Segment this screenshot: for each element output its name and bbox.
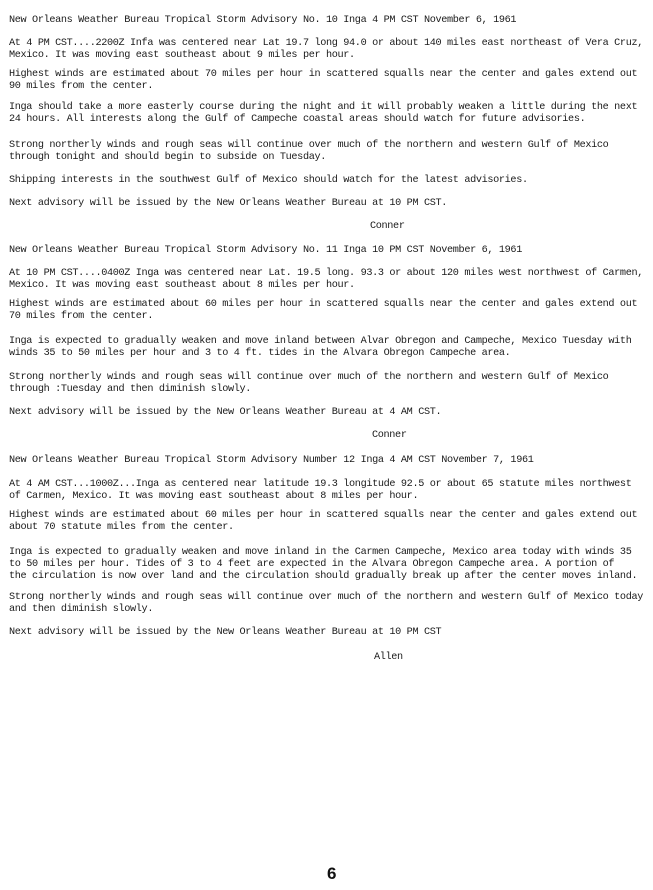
advisory-text-line: Inga is expected to gradually weaken and move inland between Alvar Obregon and Campeche, Mexico Tuesday with — [9, 336, 632, 347]
advisory-header: New Orleans Weather Bureau Tropical Storm Advisory Number 12 Inga 4 AM CST November 7, 1961 — [9, 455, 534, 466]
advisory-text-line: winds 35 to 50 miles per hour and 3 to 4 ft. tides in the Alvara Obregon Campeche area. — [9, 348, 511, 359]
advisory-header: New Orleans Weather Bureau Tropical Storm Advisory No. 11 Inga 10 PM CST November 6, 1961 — [9, 245, 522, 256]
forecaster-signature: Allen — [374, 652, 403, 663]
advisory-text-line: Highest winds are estimated about 60 miles per hour in scattered squalls near the center and gales extend out — [9, 299, 638, 310]
advisory-text-line: Next advisory will be issued by the New Orleans Weather Bureau at 10 PM CST. — [9, 198, 448, 209]
advisory-text-line: At 4 PM CST....2200Z Infa was centered near Lat 19.7 long 94.0 or about 140 miles east northeast of Vera Cruz, — [9, 38, 643, 49]
advisory-text-line: Highest winds are estimated about 70 miles per hour in scattered squalls near the center and gales extend out — [9, 69, 638, 80]
advisory-header: New Orleans Weather Bureau Tropical Storm Advisory No. 10 Inga 4 PM CST November 6, 1961 — [9, 15, 517, 26]
advisory-text-line: 24 hours. All interests along the Gulf of Campeche coastal areas should watch for future advisories. — [9, 114, 586, 125]
advisory-text-line: and then diminish slowly. — [9, 604, 154, 615]
advisory-text-line: Mexico. It was moving east southeast about 9 miles per hour. — [9, 50, 355, 61]
advisory-text-line: Shipping interests in the southwest Gulf of Mexico should watch for the latest advisories. — [9, 175, 528, 186]
advisory-text-line: to 50 miles per hour. Tides of 3 to 4 feet are expected in the Alvara Obregon Campeche area. A portion of — [9, 559, 615, 570]
advisory-text-line: the circulation is now over land and the circulation should gradually break up after the center moves inland. — [9, 571, 638, 582]
advisory-text-line: Inga is expected to gradually weaken and move inland in the Carmen Campeche, Mexico area today with winds 35 — [9, 547, 632, 558]
advisory-text-line: through tonight and should begin to subside on Tuesday. — [9, 152, 326, 163]
forecaster-signature: Conner — [372, 430, 407, 441]
advisory-text-line: Next advisory will be issued by the New Orleans Weather Bureau at 4 AM CST. — [9, 407, 442, 418]
advisory-text-line: 70 miles from the center. — [9, 311, 154, 322]
forecaster-signature: Conner — [370, 221, 405, 232]
advisory-text-line: Highest winds are estimated about 60 miles per hour in scattered squalls near the center and gales extend out — [9, 510, 638, 521]
advisory-text-line: Strong northerly winds and rough seas will continue over much of the northern and western Gulf of Mexico — [9, 140, 609, 151]
advisory-text-line: Next advisory will be issued by the New Orleans Weather Bureau at 10 PM CST — [9, 627, 442, 638]
advisory-text-line: Inga should take a more easterly course during the night and it will probably weaken a little during the next — [9, 102, 638, 113]
advisory-text-line: At 10 PM CST....0400Z Inga was centered near Lat. 19.5 long. 93.3 or about 120 miles west northwest of Carmen, — [9, 268, 643, 279]
advisory-text-line: through :Tuesday and then diminish slowly. — [9, 384, 252, 395]
advisory-text-line: Strong northerly winds and rough seas will continue over much of the northern and western Gulf of Mexico — [9, 372, 609, 383]
advisory-text-line: Mexico. It was moving east southeast about 8 miles per hour. — [9, 280, 355, 291]
advisory-text-line: Strong northerly winds and rough seas will continue over much of the northern and western Gulf of Mexico today — [9, 592, 643, 603]
advisory-text-line: about 70 statute miles from the center. — [9, 522, 234, 533]
advisory-text-line: 90 miles from the center. — [9, 81, 154, 92]
advisory-text-line: of Carmen, Mexico. It was moving east southeast about 8 miles per hour. — [9, 491, 419, 502]
advisory-text-line: At 4 AM CST...1000Z...Inga as centered near latitude 19.3 longitude 92.5 or about 65 statute miles northwest — [9, 479, 632, 490]
page-number: 6 — [327, 864, 337, 883]
